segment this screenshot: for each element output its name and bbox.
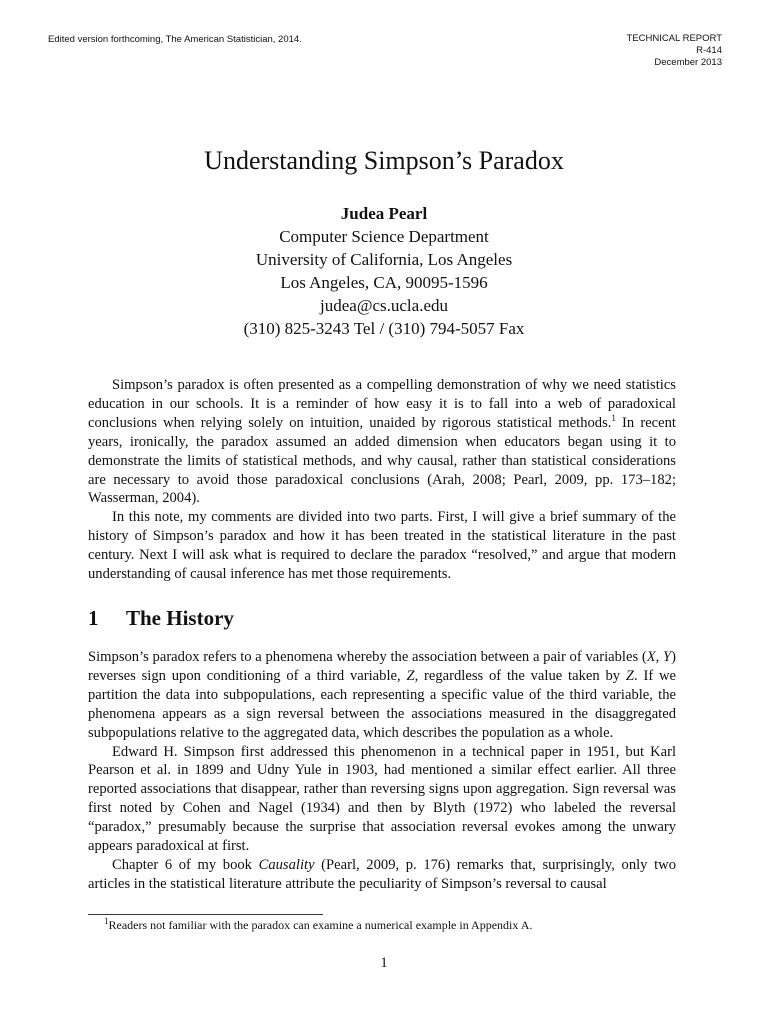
author-name: Judea Pearl: [340, 204, 428, 223]
footnote-ref: 1: [611, 412, 616, 423]
history-p3-text-a: Chapter 6 of my book: [112, 856, 259, 873]
intro-p1-text-a: Simpson’s paradox is often presented as a compelling demonstration of why we need statistics education in our schools. It is a reminder of how easy it is to fall into a web of paradoxical conclusions when relying solely on intuition, unaided by rigorous statistical methods.: [88, 377, 676, 431]
section-heading: [88, 606, 234, 631]
intro-paragraph-2: In this note, my comments are divided into two parts. First, I will give a brief summary of the history of Simpson’s paradox and how it has been treated in the statistical literature in the past century. Next I will ask what is required to declare the paradox “resolved,” and argue that modern understanding of causal inference has met those requirements.: [88, 509, 676, 583]
report-header: [626, 33, 722, 69]
report-date: December 2013: [654, 57, 722, 68]
author-university: University of California, Los Angeles: [255, 250, 513, 269]
section-title: The History: [126, 606, 234, 630]
history-p1-var-z: Z: [406, 667, 415, 684]
running-header-left: Edited version forthcoming, The American Statistician, 2014.: [48, 34, 302, 45]
author-address: Los Angeles, CA, 90095-1596: [280, 273, 488, 292]
footnote: [104, 918, 532, 933]
introduction: [88, 376, 676, 584]
report-type: TECHNICAL REPORT: [626, 33, 722, 44]
section-body: [88, 648, 676, 894]
history-p1-text-d: . If we partition the data into subpopulations, each representing a specific value of the third variable, the phenomena appears as a sign reversal between the associations measured in the disaggregated subpopulations relative to the aggregated data, which describes the population as a whole.: [88, 667, 677, 741]
history-p1-vars: X, Y: [646, 649, 672, 665]
footnote-divider: [88, 914, 323, 915]
paper-title: Understanding Simpson’s Paradox: [204, 146, 564, 175]
intro-p1-text-b: In recent years, ironically, the paradox assumed an added dimension when educators began using it to demonstrate the limits of statistical methods, and why causal, rather than statistical considerations are necessary to avoid those paradoxical conclusions (Arah, 2008; Pearl, 2009, pp. 173–182; Wasserman, 2004).: [88, 414, 676, 507]
author-block: [0, 202, 768, 340]
author-department: Computer Science Department: [279, 227, 489, 246]
footnote-text: Readers not familiar with the paradox can examine a numerical example in Appendix A.: [108, 918, 533, 932]
footnote-mark: 1: [104, 916, 109, 926]
book-title: Causality: [258, 856, 315, 873]
author-phone: (310) 825-3243 Tel / (310) 794-5057 Fax: [243, 319, 525, 338]
page-number: 1: [380, 955, 388, 971]
section-number: 1: [88, 606, 99, 630]
author-email: judea@cs.ucla.edu: [320, 296, 448, 315]
report-number: R-414: [696, 45, 722, 56]
history-p1-text-b: ) reverses sign upon conditioning of a third variable,: [88, 649, 676, 684]
history-p1-text-c: , regardless of the value taken by: [414, 667, 626, 684]
history-paragraph-2: Edward H. Simpson first addressed this phenomenon in a technical paper in 1951, but Karl Pearson et al. in 1899 and Udny Yule in 1903, had mentioned a similar effect earlier. All three reported associations that disappear, rather than reversing signs upon aggregation. Sign reversal was first noted by Cohen and Nagel (1934) and then by Blyth (1972) who labeled the reversal “paradox,” presumably because the surprise that association reversal evokes among the unwary appears paradoxical at first.: [88, 743, 676, 855]
history-paragraph-1: [88, 648, 676, 743]
history-p1-var-z-2: Z: [625, 667, 634, 684]
intro-paragraph-1: [88, 376, 676, 508]
history-p1-text-a: Simpson’s paradox refers to a phenomena whereby the association between a pair of variables (: [88, 649, 647, 665]
history-p3-text-b: (Pearl, 2009, p. 176) remarks that, surprisingly, only two articles in the statistical literature attribute the peculiarity of Simpson’s reversal to causal: [88, 856, 676, 892]
history-paragraph-3: [88, 856, 676, 894]
